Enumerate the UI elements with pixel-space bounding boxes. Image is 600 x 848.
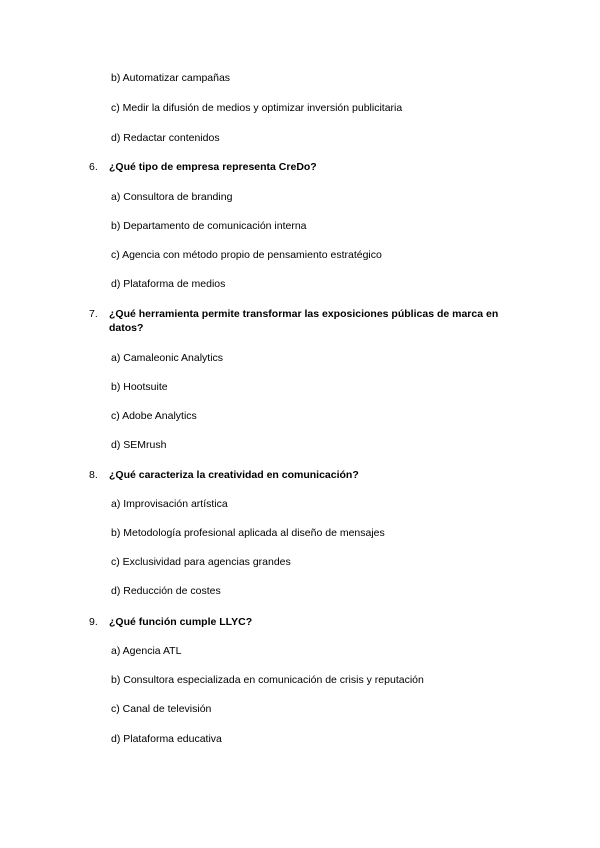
option-8d: d) Reducción de costes <box>111 585 221 597</box>
question-9-number: 9. <box>89 616 98 628</box>
option-5d: d) Redactar contenidos <box>111 132 220 144</box>
question-8-text: ¿Qué caracteriza la creatividad en comunicación? <box>109 469 359 481</box>
question-6-number: 6. <box>89 161 98 173</box>
option-8b: b) Metodología profesional aplicada al diseño de mensajes <box>111 527 385 539</box>
option-5c: c) Medir la difusión de medios y optimizar inversión publicitaria <box>111 102 403 114</box>
option-8a: a) Improvisación artística <box>111 498 228 510</box>
option-9d: d) Plataforma educativa <box>111 733 222 745</box>
option-9a: a) Agencia ATL <box>111 645 182 657</box>
option-6b: b) Departamento de comunicación interna <box>111 220 307 232</box>
question-9-text: ¿Qué función cumple LLYC? <box>109 616 253 628</box>
question-7-text: ¿Qué herramienta permite transformar las exposiciones públicas de marca en datos? <box>109 308 499 334</box>
question-6-text: ¿Qué tipo de empresa representa CreDo? <box>109 161 317 173</box>
option-7a: a) Camaleonic Analytics <box>111 352 224 364</box>
option-8c: c) Exclusividad para agencias grandes <box>111 556 291 568</box>
option-9c: c) Canal de televisión <box>111 703 212 715</box>
option-6c: c) Agencia con método propio de pensamiento estratégico <box>111 249 382 261</box>
option-6d: d) Plataforma de medios <box>111 278 226 290</box>
question-7-number: 7. <box>89 308 98 320</box>
option-7c: c) Adobe Analytics <box>111 410 197 422</box>
option-6a: a) Consultora de branding <box>111 191 233 203</box>
option-7d: d) SEMrush <box>111 439 167 451</box>
option-5b: b) Automatizar campañas <box>111 72 231 84</box>
option-9b: b) Consultora especializada en comunicación de crisis y reputación <box>111 674 424 686</box>
option-7b: b) Hootsuite <box>111 381 168 393</box>
question-8-number: 8. <box>89 469 98 481</box>
